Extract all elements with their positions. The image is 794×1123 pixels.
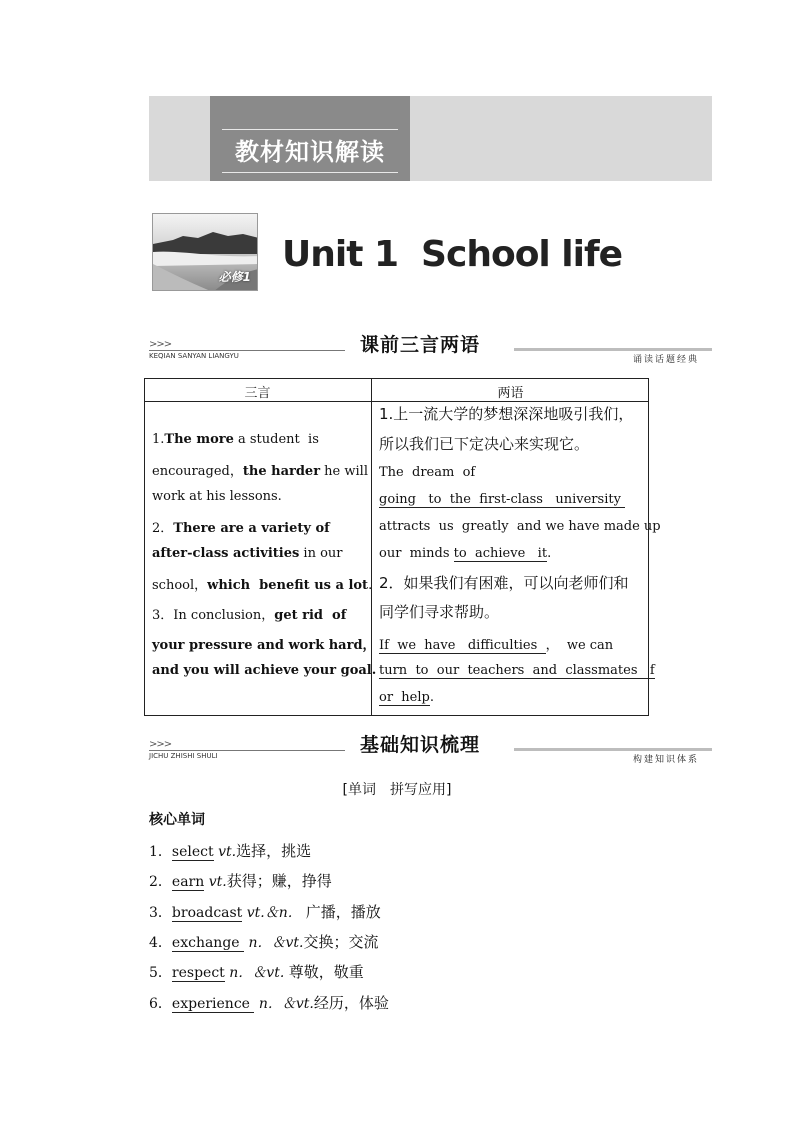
left-line-2: encouraged，the harder he will [152, 464, 368, 479]
vocab-item: 1．select vt.选择，挑选 [149, 842, 312, 860]
section1-title: 课前三言两语 [360, 334, 481, 356]
vocab-heading: 核心单词 [149, 812, 205, 828]
left-line-3: work at his lessons. [152, 489, 282, 504]
left-line-4: 2．There are a variety of [152, 521, 330, 536]
table-header-liangyu: 两语 [497, 386, 524, 401]
section2-english: JICHU ZHISHI SHULI [149, 752, 218, 760]
vocab-word: exchange [171, 935, 245, 951]
right-line-7: 2．如果我们有困难，可以向老师们和 [379, 574, 629, 592]
right-line-2: 所以我们已下定决心来实现它。 [379, 435, 590, 453]
unit-title: Unit 1 School life [282, 234, 623, 275]
banner-rule-top [222, 129, 398, 130]
banner-title: 教材知识解读 [235, 137, 385, 166]
vocab-word: experience [171, 996, 255, 1012]
right-line-4-answer: going to the first-class university [379, 492, 626, 507]
left-line-6: school，which benefit us a lot. [152, 578, 373, 593]
left-line-8: your pressure and work hard， [152, 638, 376, 653]
unit-badge: 必修1 [218, 270, 251, 284]
section2-title: 基础知识梳理 [360, 734, 481, 756]
right-line-8: 同学们寻求帮助。 [379, 603, 500, 621]
section1-chevrons: >>> [149, 339, 172, 350]
answer-if-we-have-difficulties: If we have difficulties [379, 638, 546, 653]
vocab-word: select [171, 844, 214, 860]
section1-rule-left [149, 350, 345, 351]
left-line-5: after-class activities in our [152, 546, 343, 561]
answer-to-achieve-it: to achieve it [453, 546, 548, 561]
vocab-word: earn [171, 874, 205, 890]
right-line-11: or help. [379, 690, 434, 705]
vocab-item: 5．respect n．＆vt. 尊敬，敬重 [149, 963, 364, 981]
unit-thumbnail-image [152, 213, 258, 291]
section1-rule-right [514, 348, 712, 351]
vocab-word: broadcast [171, 905, 243, 921]
right-line-3: The dream of [379, 465, 476, 480]
table-divider-horizontal [144, 401, 649, 402]
right-line-10-answer: turn to our teachers and classmates f [379, 663, 655, 678]
section2-rule-left [149, 750, 345, 751]
section2-rule-right [514, 748, 712, 751]
section1-english: KEQIAN SANYAN LIANGYU [149, 352, 239, 360]
vocab-subtitle: [单词 拼写应用] [342, 782, 452, 798]
vocab-item: 3．broadcast vt.＆n． 广播，播放 [149, 903, 381, 921]
vocab-item: 4．exchange n．＆vt.交换；交流 [149, 933, 379, 951]
vocab-item: 6．experience n．＆vt.经历，体验 [149, 994, 389, 1012]
section2-chevrons: >>> [149, 739, 172, 750]
left-line-9: and you will achieve your goal. [152, 663, 377, 678]
section2-subtitle: 构建知识体系 [633, 755, 700, 765]
right-line-9: If we have difficulties ， we can [379, 638, 614, 653]
right-line-1: 1.上一流大学的梦想深深地吸引我们， [379, 405, 634, 423]
table-header-sanyan: 三言 [244, 386, 271, 401]
right-line-5: attracts us greatly and we have made up [379, 519, 661, 534]
right-line-6: our minds to achieve it. [379, 546, 552, 561]
section1-subtitle: 诵读话题经典 [633, 355, 700, 365]
left-line-1: 1.The more a student is [152, 432, 319, 447]
vocab-item: 2．earn vt.获得；赚，挣得 [149, 872, 332, 890]
left-line-7: 3．In conclusion，get rid of [152, 608, 347, 623]
banner-rule-bottom [222, 172, 398, 173]
vocab-word: respect [171, 965, 225, 981]
